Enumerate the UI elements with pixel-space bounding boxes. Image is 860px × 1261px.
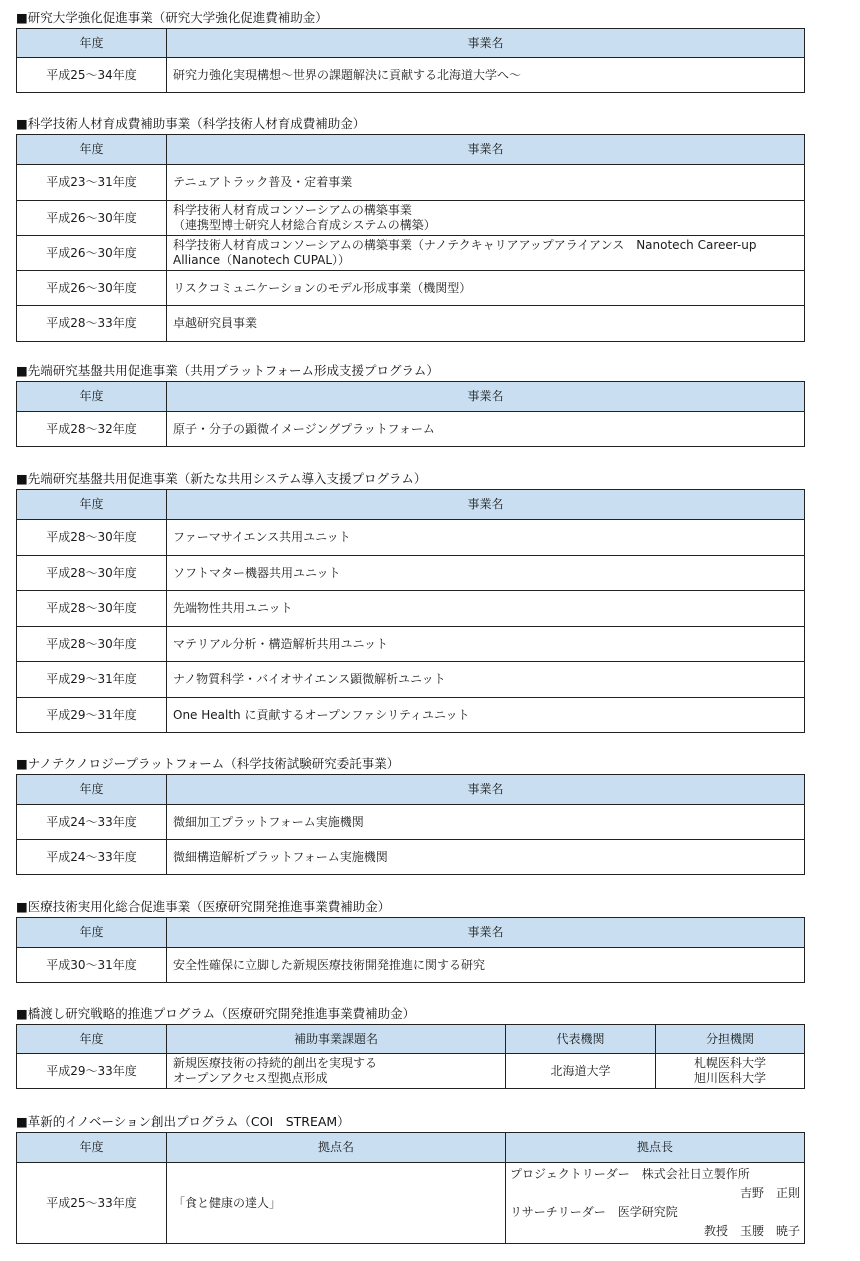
header-project: 事業名 [167, 775, 805, 805]
year-cell: 平成28～30年度 [17, 520, 167, 556]
project-cell [167, 236, 805, 271]
section-bridging-research [16, 1004, 805, 1089]
header-year: 年度 [17, 1133, 167, 1163]
table-row [17, 201, 805, 236]
table-row [17, 58, 805, 93]
leader-line: プロジェクトリーダー 株式会社日立製作所 [510, 1167, 750, 1181]
table-row [17, 236, 805, 271]
table-row [17, 412, 805, 447]
table-row [17, 627, 805, 662]
table-row [17, 556, 805, 591]
year-cell: 平成26～30年度 [17, 271, 167, 306]
section-coi-stream [16, 1112, 805, 1244]
section-title: ■橋渡し研究戦略的推進プログラム（医療研究開発推進事業費補助金） [16, 1006, 416, 1021]
header-year: 年度 [17, 135, 167, 165]
leader-line: 教授 玉腰 暁子 [703, 1224, 800, 1238]
program-table [16, 489, 805, 733]
section-title: ■ナノテクノロジープラットフォーム（科学技術試験研究委託事業） [16, 756, 400, 771]
year-cell: 平成28～30年度 [17, 627, 167, 662]
project-cell: One Health に貢献するオープンファシリティユニット [167, 698, 805, 733]
section-new-shared-system [16, 469, 805, 733]
year-cell: 平成29～31年度 [17, 662, 167, 698]
section-title: ■医療技術実用化総合促進事業（医療研究開発推進事業費補助金） [16, 899, 391, 914]
table-row [17, 306, 805, 342]
project-cell [167, 1054, 506, 1089]
header-year: 年度 [17, 29, 167, 58]
section-title: ■科学技術人材育成費補助事業（科学技術人材育成費補助金） [16, 116, 366, 131]
year-cell: 平成28～32年度 [17, 412, 167, 447]
project-cell: 研究力強化実現構想～世界の課題解決に貢献する北海道大学へ～ [167, 58, 805, 93]
partner-institution-cell [656, 1054, 805, 1089]
header-lead-institution: 代表機関 [506, 1025, 656, 1054]
project-line: 新規医療技術の持続的創出を実現する [173, 1056, 378, 1070]
header-project: 事業名 [167, 490, 805, 520]
header-year: 年度 [17, 918, 167, 948]
leader-line: 吉野 正則 [739, 1186, 800, 1200]
year-cell: 平成23～31年度 [17, 165, 167, 201]
header-year: 年度 [17, 775, 167, 805]
section-shared-platform [16, 361, 805, 447]
year-cell: 平成25～34年度 [17, 58, 167, 93]
section-medical-tech [16, 897, 805, 983]
project-cell: 先端物性共用ユニット [167, 591, 805, 627]
year-cell: 平成28～30年度 [17, 556, 167, 591]
header-year: 年度 [17, 1025, 167, 1054]
year-cell: 平成24～33年度 [17, 840, 167, 875]
header-site-name: 拠点名 [167, 1133, 506, 1163]
year-cell: 平成26～30年度 [17, 236, 167, 271]
table-row [17, 662, 805, 698]
year-cell: 平成26～30年度 [17, 201, 167, 236]
table-row [17, 805, 805, 840]
project-cell: 安全性確保に立脚した新規医療技術開発推進に関する研究 [167, 948, 805, 983]
section-title: ■先端研究基盤共用促進事業（共用プラットフォーム形成支援プログラム） [16, 363, 439, 378]
project-cell: ナノ物質科学・バイオサイエンス顕微解析ユニット [167, 662, 805, 698]
project-cell: 微細加工プラットフォーム実施機関 [167, 805, 805, 840]
header-year: 年度 [17, 490, 167, 520]
table-row [17, 165, 805, 201]
header-subsidy-project: 補助事業課題名 [167, 1025, 506, 1054]
year-cell: 平成25～33年度 [17, 1163, 167, 1244]
section-title: ■先端研究基盤共用促進事業（新たな共用システム導入支援プログラム） [16, 471, 427, 486]
table-row [17, 591, 805, 627]
header-project: 事業名 [167, 918, 805, 948]
section-title: ■革新的イノベーション創出プログラム（COI STREAM） [16, 1114, 350, 1129]
table-row [17, 271, 805, 306]
project-cell: ソフトマター機器共用ユニット [167, 556, 805, 591]
lead-institution-cell: 北海道大学 [506, 1054, 656, 1089]
header-project: 事業名 [167, 135, 805, 165]
year-cell: 平成28～30年度 [17, 591, 167, 627]
section-hr-development [16, 114, 805, 342]
section-title: ■研究大学強化促進事業（研究大学強化促進費補助金） [16, 10, 328, 25]
header-year: 年度 [17, 382, 167, 412]
program-table [16, 1024, 805, 1089]
project-line: （連携型博士研究人材総合育成システムの構築） [173, 218, 436, 232]
year-cell: 平成30～31年度 [17, 948, 167, 983]
program-table [16, 1132, 805, 1244]
header-partner-institution: 分担機関 [656, 1025, 805, 1054]
project-cell: ファーマサイエンス共用ユニット [167, 520, 805, 556]
table-row [17, 840, 805, 875]
year-cell: 平成29～33年度 [17, 1054, 167, 1089]
project-cell: 微細構造解析プラットフォーム実施機関 [167, 840, 805, 875]
project-cell: テニュアトラック普及・定着事業 [167, 165, 805, 201]
site-leader-cell [506, 1163, 805, 1244]
partner-line: 旭川医科大学 [693, 1071, 766, 1085]
project-cell: 原子・分子の顕微イメージングプラットフォーム [167, 412, 805, 447]
program-table [16, 381, 805, 447]
table-row [17, 520, 805, 556]
program-table [16, 917, 805, 983]
project-line: オープンアクセス型拠点形成 [173, 1071, 328, 1085]
leader-line: リサーチリーダー 医学研究院 [510, 1205, 678, 1219]
year-cell: 平成28～33年度 [17, 306, 167, 342]
section-research-university [16, 8, 805, 93]
header-project: 事業名 [167, 382, 805, 412]
project-cell: マテリアル分析・構造解析共用ユニット [167, 627, 805, 662]
section-nanotech-platform [16, 754, 805, 875]
project-line: 科学技術人材育成コンソーシアムの構築事業（ナノテクキャリアアップアライアンス Nanotech Career-up [173, 238, 757, 252]
table-row [17, 698, 805, 733]
table-row [17, 948, 805, 983]
table-row [17, 1163, 805, 1244]
program-table [16, 134, 805, 342]
header-project: 事業名 [167, 29, 805, 58]
table-row [17, 1054, 805, 1089]
year-cell: 平成24～33年度 [17, 805, 167, 840]
project-line: Alliance（Nanotech CUPAL）） [173, 253, 351, 267]
project-cell: リスクコミュニケーションのモデル形成事業（機関型） [167, 271, 805, 306]
site-name-cell: 「食と健康の達人」 [167, 1163, 506, 1244]
project-cell [167, 201, 805, 236]
project-line: 科学技術人材育成コンソーシアムの構築事業 [173, 203, 412, 217]
program-table [16, 28, 805, 93]
project-cell: 卓越研究員事業 [167, 306, 805, 342]
header-site-leader: 拠点長 [506, 1133, 805, 1163]
partner-line: 札幌医科大学 [693, 1056, 766, 1070]
year-cell: 平成29～31年度 [17, 698, 167, 733]
program-table [16, 774, 805, 875]
